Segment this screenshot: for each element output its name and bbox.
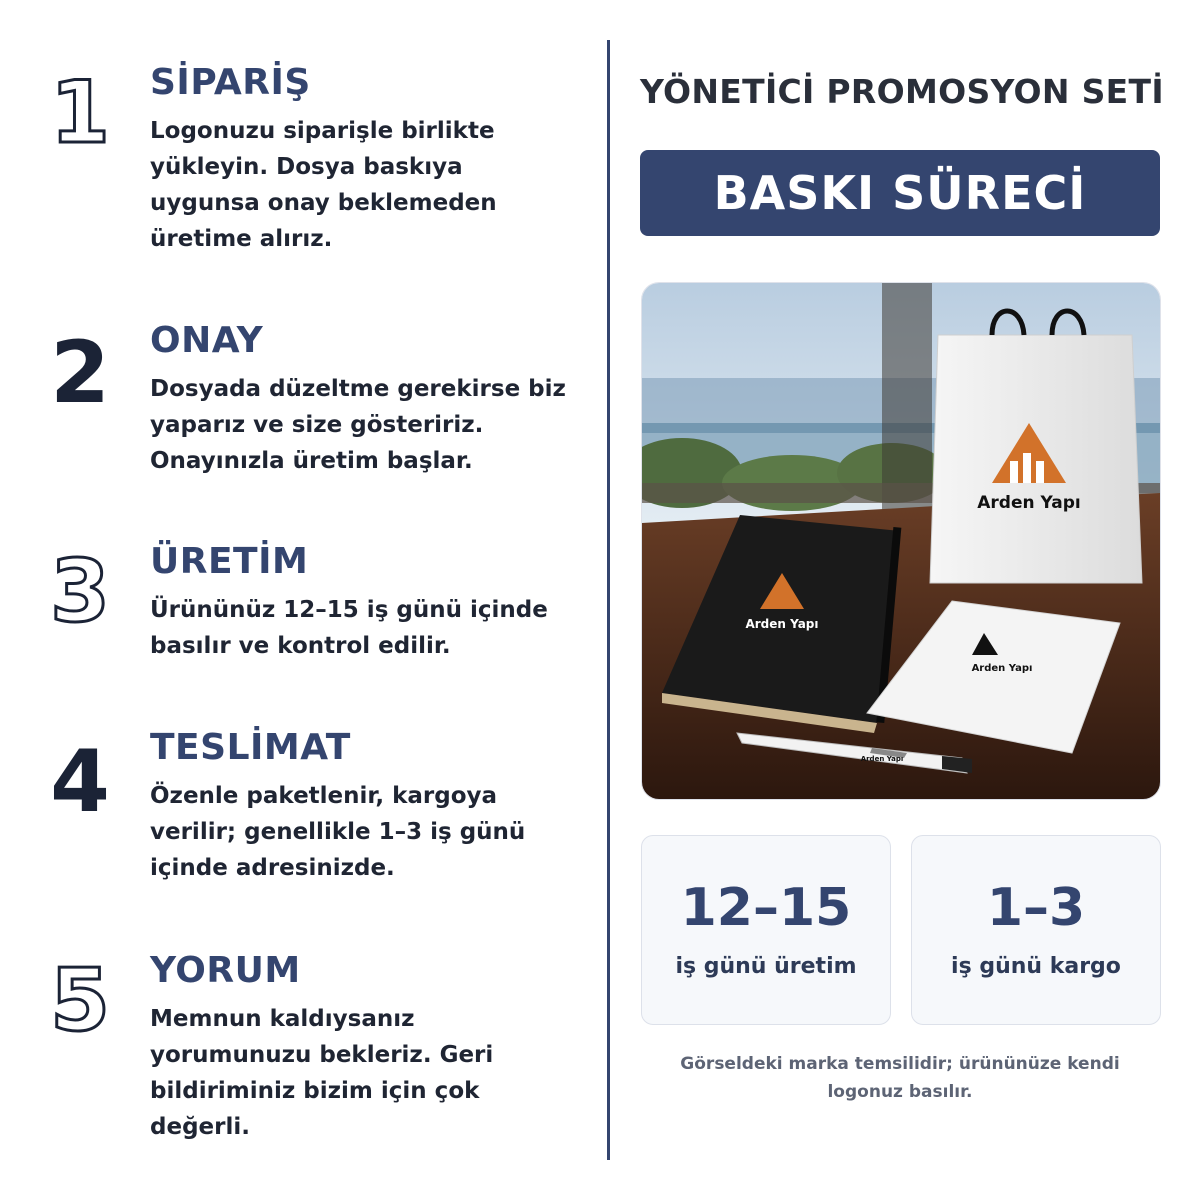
step-title: YORUM (150, 950, 301, 991)
set-title: YÖNETİCİ PROMOSYON SETİ (640, 72, 1164, 111)
step-title: ONAY (150, 320, 264, 361)
step-number: 4 (50, 732, 110, 832)
stat-label: iş günü üretim (675, 954, 857, 979)
notepad-brand-text: Arden Yapı (971, 663, 1033, 674)
stat-shipping (911, 835, 1161, 1025)
step-title: SİPARİŞ (150, 62, 311, 103)
stat-production (641, 835, 891, 1025)
step-description: Ürününüz 12–15 iş günü içinde basılır ve kontrol edilir. (150, 597, 548, 659)
step-number: 1 (50, 63, 110, 163)
disclaimer-note: Görseldeki marka temsilidir; ürününüze kendi logonuz basılır. (680, 1054, 1120, 1102)
step-description: Logonuzu siparişle birlikte yükleyin. Dosya baskıya uygunsa onay beklemeden üretime alırız. (150, 118, 497, 252)
step-title: TESLİMAT (150, 727, 351, 768)
bag-brand-text: Arden Yapı (977, 493, 1081, 513)
step-description: Özenle paketlenir, kargoya verilir; genellikle 1–3 iş günü içinde adresinizde. (150, 783, 526, 881)
step-description: Memnun kaldıysanız yorumunuzu bekleriz. Geri bildiriminiz bizim için çok değerli. (150, 1006, 494, 1140)
stat-label: iş günü kargo (951, 954, 1121, 979)
step-description: Dosyada düzeltme gerekirse biz yaparız ve size gösteririz. Onayınızla üretim başlar. (150, 376, 566, 474)
stat-value: 1–3 (986, 878, 1086, 938)
step-number: 3 (50, 542, 110, 642)
step-number: 5 (50, 951, 110, 1051)
process-banner: BASKI SÜRECİ (640, 150, 1160, 236)
step-title: ÜRETİM (150, 541, 309, 582)
product-photo (641, 282, 1161, 800)
step-number: 2 (50, 323, 110, 423)
pen-brand-text: Arden Yapı (860, 755, 904, 763)
notebook-brand-text: Arden Yapı (745, 617, 819, 631)
vertical-divider (607, 40, 610, 1160)
stat-value: 12–15 (680, 878, 852, 938)
product-illustration (642, 283, 1160, 799)
